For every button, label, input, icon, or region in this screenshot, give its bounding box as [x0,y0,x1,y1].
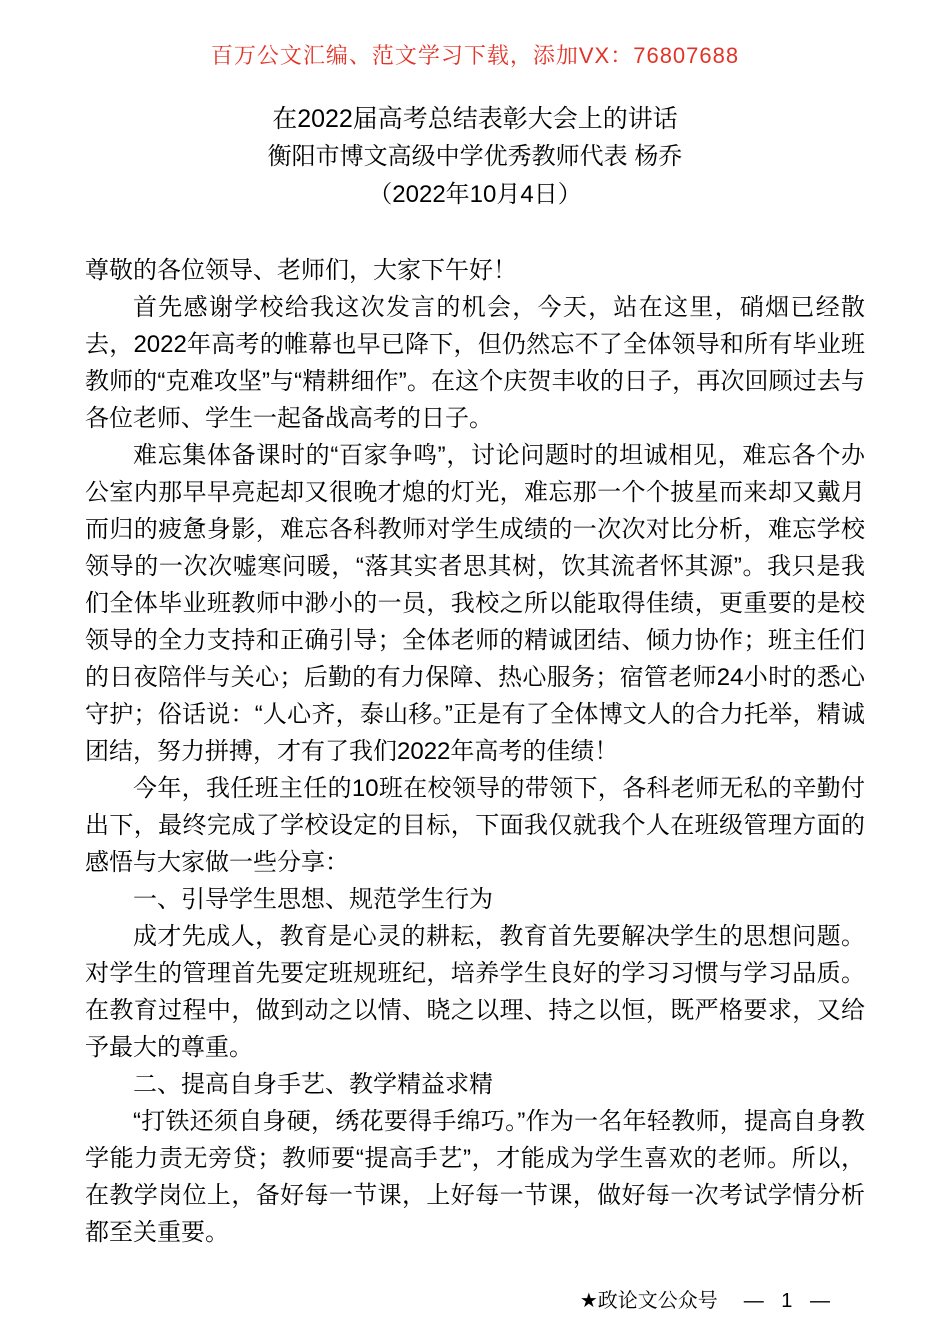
title-block [0,100,950,214]
document-title: 在2022届高考总结表彰大会上的讲话 [272,105,678,133]
section-heading: 一、引导学生思想、规范学生行为 [133,886,493,913]
section-heading: 二、提高自身手艺、教学精益求精 [133,1071,493,1098]
paragraph: 难忘集体备课时的“百家争鸣”，讨论问题时的坦诚相见，难忘各个办公室内那早早亮起却又很晚才熄的灯光，难忘那一个个披星而来却又戴月而归的疲惫身影，难忘各科教师对学生成绩的一次次对比分析，难忘学校领导的一次次嘘寒问暖，“落其实者思其树，饮其流者怀其源”。我只是我们全体毕业班教师中渺小的一员，我校之所以能取得佳绩，更重要的是校领导的全力支持和正确引导；全体老师的精诚团结、倾力协作；班主任们的日夜陪伴与关心；后勤的有力保障、热心服务；宿管老师24小时的悉心守护；俗话说：“人心齐，泰山移。”正是有了全体博文人的合力托举，精诚团结，努力拼搏，才有了我们2022年高考的佳绩！ [85,442,865,765]
footer-page-indicator: — 1 — [743,1290,830,1312]
document-byline: 衡阳市博文高级中学优秀教师代表 杨乔 [267,143,683,170]
paragraph: 成才先成人，教育是心灵的耕耘，教育首先要解决学生的思想问题。对学生的管理首先要定班规班纪，培养学生良好的学习习惯与学习品质。在教育过程中，做到动之以情、晓之以理、持之以恒，既严格要求，又给予最大的尊重。 [85,923,865,1061]
paragraph: 今年，我任班主任的10班在校领导的带领下，各科老师无私的辛勤付出下，最终完成了学校设定的目标，下面我仅就我个人在班级管理方面的感悟与大家做一些分享： [85,775,865,876]
paragraph: 尊敬的各位领导、老师们，大家下午好！ [85,257,517,284]
paragraph: “打铁还须自身硬，绣花要得手绵巧。”作为一名年轻教师，提高自身教学能力责无旁贷；教师要“提高手艺”，才能成为学生喜欢的老师。所以，在教学岗位上，备好每一节课，上好每一节课，做好每一次考试学情分析都至关重要。 [85,1108,865,1246]
page-footer [580,1288,830,1314]
document-body [85,252,865,1251]
document-date: （2022年10月4日） [368,181,582,208]
promo-banner: 百万公文汇编、范文学习下载，添加VX：76807688 [210,43,740,68]
footer-source-label: ★政论文公众号 [579,1290,718,1312]
paragraph: 首先感谢学校给我这次发言的机会，今天，站在这里，硝烟已经散去，2022年高考的帷幕也早已降下，但仍然忘不了全体领导和所有毕业班教师的“克难攻坚”与“精耕细作”。在这个庆贺丰收的日子，再次回顾过去与各位老师、学生一起备战高考的日子。 [85,294,865,432]
